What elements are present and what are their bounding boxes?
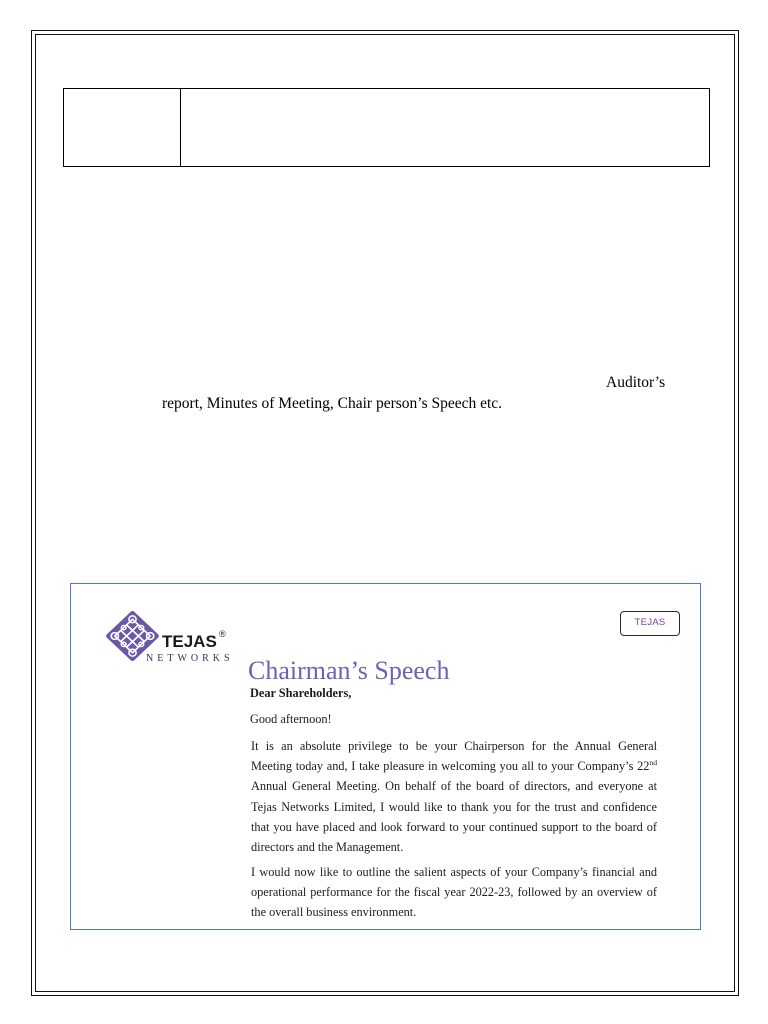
paragraph-line: Annual General Meeting. On behalf of the board of directors, and everyone at [251,779,657,794]
tejas-badge: TEJAS [620,611,680,636]
empty-table [63,88,710,167]
paragraph-line: It is an absolute privilege to be your Chairperson for the Annual General [251,739,657,753]
paragraph-line: operational performance for the fiscal year 2022-23, followed by an overview of [251,885,657,900]
salutation: Dear Shareholders, [250,686,352,700]
greeting: Good afternoon! [250,712,332,726]
body-text-line-2: report, Minutes of Meeting, Chair person’s Speech etc. [162,395,503,412]
logo-tagline: NETWORKS [146,653,234,664]
logo-wordmark: TEJAS [162,632,217,651]
paragraph-line: I would now like to outline the salient aspects of your Company’s financial and [251,865,657,879]
paragraph-line [251,756,657,776]
table-cell-left [64,89,181,166]
ordinal-suffix: nd [649,758,657,768]
body-text-line-1: Auditor’s [606,374,666,391]
paragraph-line: directors and the Management. [251,839,404,854]
chairman-speech-image [70,583,701,930]
paragraph-line: that you have placed and look forward to your continued support to the board of [251,819,657,834]
speech-paragraph-2 [251,862,657,923]
paragraph-line-text: Meeting today and, I take pleasure in welcoming you all to your Company’s 22 [251,759,650,774]
paragraph-line: the overall business environment. [251,905,417,920]
paragraph-line: Tejas Networks Limited, I would like to thank you for the trust and confidence [251,799,657,814]
speech-title: Chairman’s Speech [248,656,450,685]
table-cell-right [181,89,709,166]
logo-registered-mark: ® [219,629,226,639]
tejas-logo [100,604,235,666]
speech-paragraph-1 [251,736,657,857]
